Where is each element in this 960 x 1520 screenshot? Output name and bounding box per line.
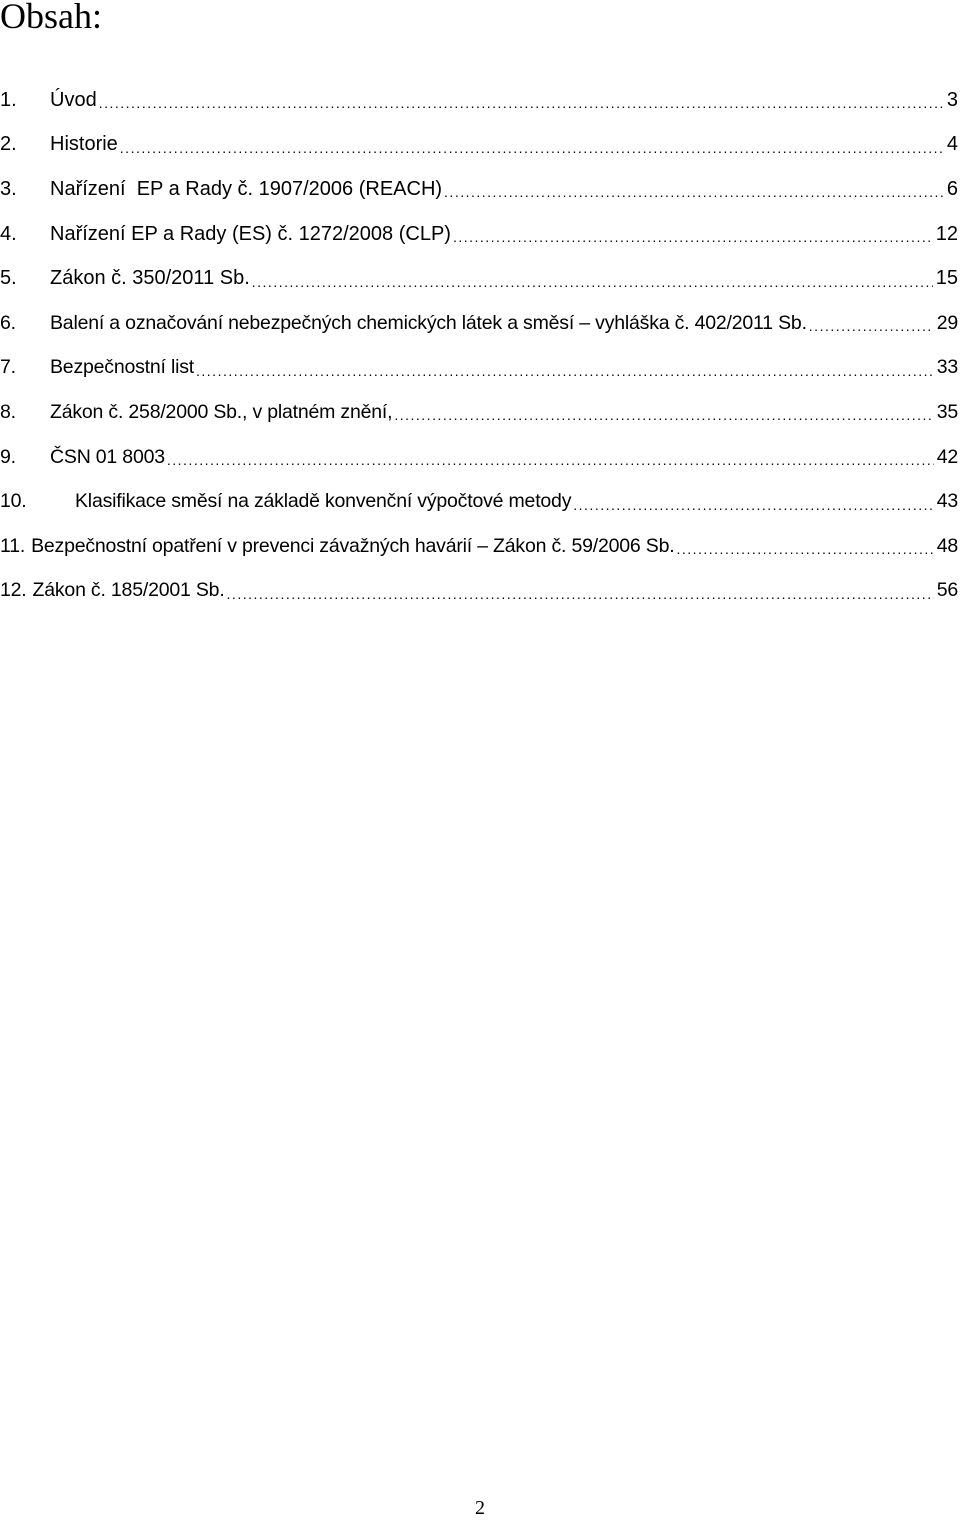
toc-entry-klasifikace[interactable] <box>0 479 960 524</box>
toc-entry-page: 12 <box>935 222 958 245</box>
toc-dot-leader <box>252 274 933 290</box>
toc-entry-number: 5. <box>0 267 17 290</box>
toc-entry-label: Klasifikace směsí na základě konvenční výpočtové metody <box>75 490 572 513</box>
toc-entry-reach[interactable] <box>0 167 960 212</box>
toc-dot-leader <box>196 363 934 379</box>
toc-entry-number: 8. <box>0 400 16 423</box>
toc-entry-page: 42 <box>936 445 958 468</box>
toc-entry-label: Nařízení EP a Rady (ES) č. 1272/2008 (CLP) <box>50 222 451 245</box>
toc-entry-clp[interactable] <box>0 212 960 257</box>
toc-entry-zakon-185[interactable] <box>0 569 960 614</box>
toc-entry-number: 12. <box>0 579 27 602</box>
toc-entry-label: Balení a označování nebezpečných chemických látek a směsí – vyhláška č. 402/2011 Sb. <box>50 311 807 334</box>
toc-entry-page: 35 <box>936 400 958 423</box>
toc-dot-leader <box>120 140 944 156</box>
toc-entry-baleni[interactable] <box>0 301 960 346</box>
toc-entry-label: Bezpečnostní opatření v prevenci závažných havárií – Zákon č. 59/2006 Sb. <box>31 534 675 557</box>
toc-entry-page: 6 <box>946 177 958 200</box>
toc-entry-label: ČSN 01 8003 <box>50 445 165 468</box>
toc-entry-number: 1. <box>0 88 17 111</box>
toc-entry-number: 11. <box>0 534 26 557</box>
toc-entry-page: 15 <box>935 267 958 290</box>
toc-entry-page: 4 <box>946 133 958 156</box>
toc-dot-leader <box>453 229 933 245</box>
toc-entry-page: 3 <box>946 88 958 111</box>
toc-entry-page: 48 <box>936 534 958 557</box>
toc-entry-historie[interactable] <box>0 123 960 168</box>
toc-dot-leader <box>167 452 934 468</box>
toc-dot-leader <box>227 586 934 602</box>
toc-entry-page: 29 <box>936 311 958 334</box>
toc-dot-leader <box>444 184 944 200</box>
page-number: 2 <box>475 1497 485 1519</box>
toc-entry-label: Bezpečnostní list <box>50 356 195 379</box>
toc-entry-csn[interactable] <box>0 435 960 480</box>
toc-dot-leader <box>809 318 934 334</box>
toc-entry-label: Historie <box>50 133 118 156</box>
toc-entry-bezpecnostni-opatreni[interactable] <box>0 524 960 569</box>
toc-dot-leader <box>676 541 933 557</box>
toc-entry-label: Úvod <box>50 88 97 111</box>
toc-entry-number: 2. <box>0 133 17 156</box>
toc-entry-number: 4. <box>0 222 17 245</box>
toc-entry-bezpecnostni-list[interactable] <box>0 346 960 391</box>
toc-entry-uvod[interactable] <box>0 78 960 123</box>
toc-entry-number: 3. <box>0 177 17 200</box>
toc-entry-number: 9. <box>0 445 16 468</box>
toc-entry-zakon-258[interactable] <box>0 390 960 435</box>
toc-entry-number: 7. <box>0 356 16 379</box>
toc-entry-zakon-350[interactable] <box>0 256 960 301</box>
table-of-contents <box>0 78 960 613</box>
document-title: Obsah: <box>0 0 102 36</box>
toc-entry-number: 6. <box>0 311 16 334</box>
toc-dot-leader <box>99 95 944 111</box>
toc-entry-label: Zákon č. 185/2001 Sb. <box>32 579 225 602</box>
toc-dot-leader <box>573 497 933 513</box>
toc-entry-label: Nařízení EP a Rady č. 1907/2006 (REACH) <box>50 177 443 200</box>
toc-entry-page: 43 <box>936 490 958 513</box>
toc-dot-leader <box>394 407 933 423</box>
toc-entry-number: 10. <box>0 490 27 513</box>
toc-entry-page: 33 <box>936 356 958 379</box>
toc-entry-label: Zákon č. 258/2000 Sb., v platném znění, <box>50 400 393 423</box>
toc-entry-label: Zákon č. 350/2011 Sb. <box>50 267 250 290</box>
toc-entry-page: 56 <box>936 579 958 602</box>
